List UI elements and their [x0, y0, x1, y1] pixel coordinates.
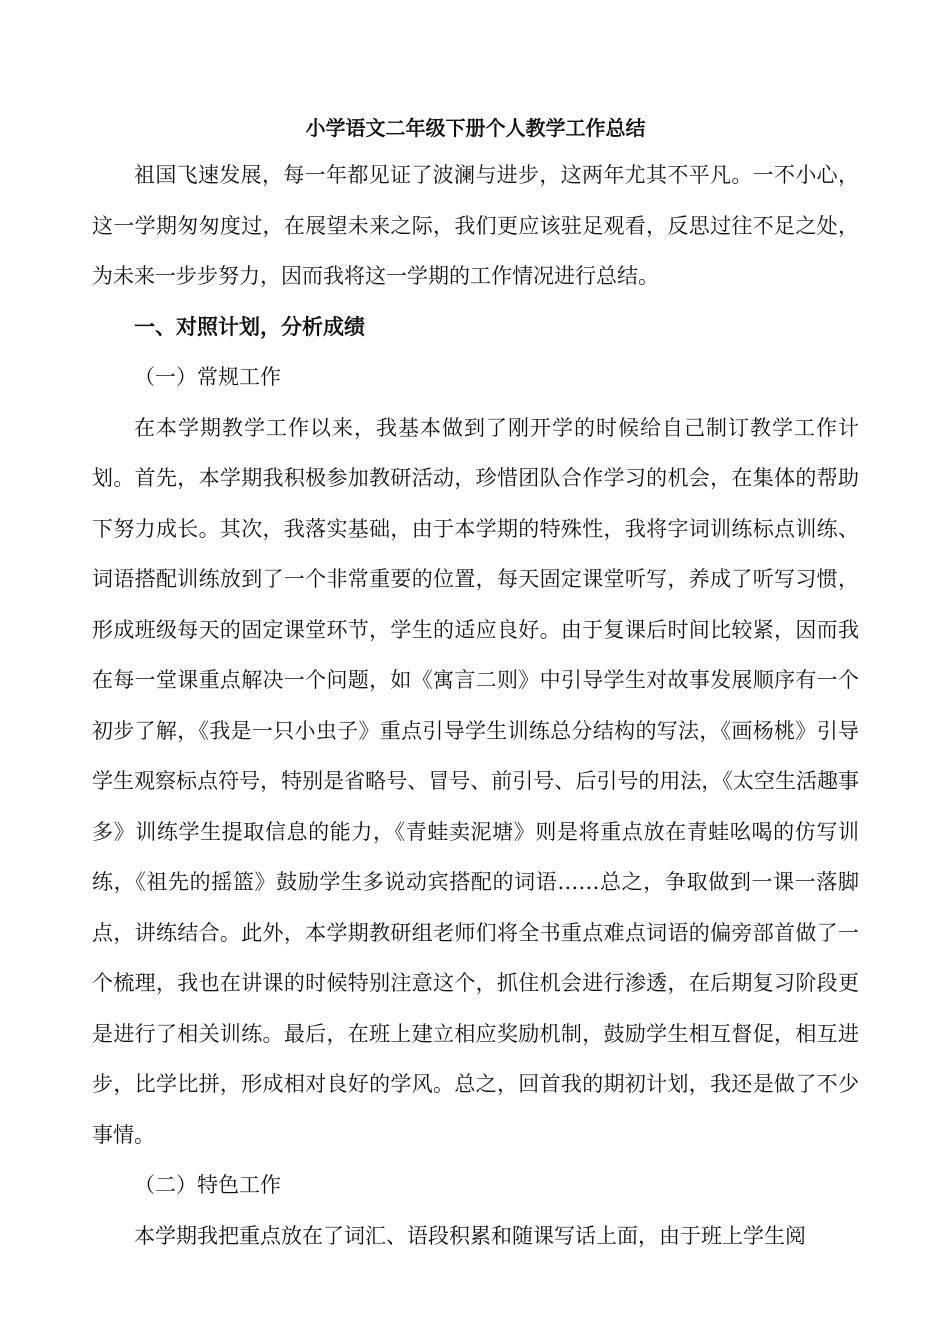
document-body: [92, 106, 859, 1261]
document-title: 小学语文二年级下册个人教学工作总结: [305, 116, 646, 140]
subsection-heading-routine: （一）常规工作: [134, 365, 281, 389]
routine-work-paragraph: 在本学期教学工作以来，我基本做到了刚开学的时候给自己制订教学工作计划。首先，本学期我积极参加教研活动，珍惜团队合作学习的机会，在集体的帮助下努力成长。其次，我落实基础，由于本学期的特殊性，我将字词训练标点训练、词语搭配训练放到了一个非常重要的位置，每天固定课堂听写，养成了听写习惯，形成班级每天的固定课堂环节，学生的适应良好。由于复课后时间比较紧，因而我在每一堂课重点解决一个问题，如《寓言二则》中引导学生对故事发展顺序有一个初步了解，《我是一只小虫子》重点引导学生训练总分结构的写法，《画杨桃》引导学生观察标点符号，特别是省略号、冒号、前引号、后引号的用法，《太空生活趣事多》训练学生提取信息的能力，《青蛙卖泥塘》则是将重点放在青蛙吆喝的仿写训练，《祖先的摇篮》鼓励学生多说动宾搭配的词语……总之，争取做到一课一落脚点，讲练结合。此外，本学期教研组老师们将全书重点难点词语的偏旁部首做了一个梳理，我也在讲课的时候特别注意这个，抓住机会进行渗透，在后期复习阶段更是进行了相关训练。最后，在班上建立相应奖励机制，鼓励学生相互督促，相互进步，比学比拼，形成相对良好的学风。总之，回首我的期初计划，我还是做了不少事情。: [92, 415, 859, 1147]
intro-paragraph: 祖国飞速发展，每一年都见证了波澜与进步，这两年尤其不平凡。一不小心，这一学期匆匆度过，在展望未来之际，我们更应该驻足观看，反思过往不足之处，为未来一步步努力，因而我将这一学期的工作情况进行总结。: [92, 163, 859, 288]
subsection-heading-featured: （二）特色工作: [134, 1173, 281, 1197]
featured-work-paragraph: 本学期我把重点放在了词汇、语段积累和随课写话上面，由于班上学生阅: [134, 1223, 806, 1248]
section-heading-1: 一、对照计划，分析成绩: [134, 313, 365, 339]
